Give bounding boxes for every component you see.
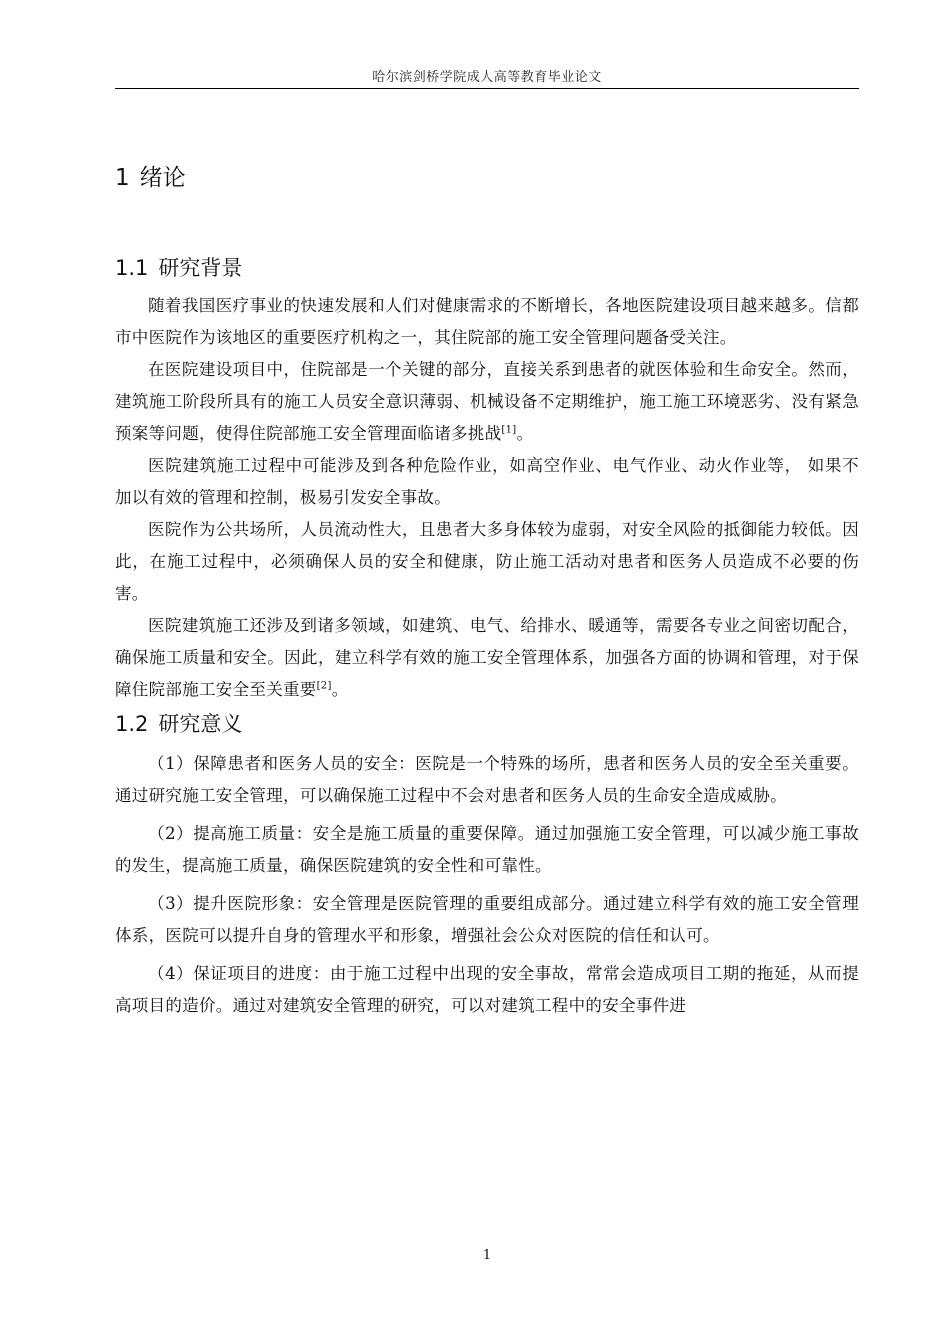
body-paragraph bbox=[115, 514, 859, 610]
body-paragraph bbox=[115, 354, 859, 450]
section-heading-significance bbox=[115, 708, 859, 740]
chapter-number: 1 bbox=[115, 165, 130, 191]
section-title: 研究背景 bbox=[158, 256, 243, 280]
chapter-heading bbox=[115, 160, 859, 196]
body-paragraph bbox=[115, 610, 859, 706]
paragraph-text: 在医院建设项目中，住院部是一个关键的部分，直接关系到患者的就医体验和生命安全。然而，建筑施工阶段所具有的施工人员安全意识薄弱、机械设备不定期维护，施工施工环境恶劣、没有紧急预案等问题，使得住院部施工安全管理面临诸多挑战 bbox=[115, 360, 859, 443]
paragraph-text: 医院建筑施工过程中可能涉及到各种危险作业，如高空作业、电气作业、动火作业等， 如果不加以有效的管理和控制，极易引发安全事故。 bbox=[115, 456, 859, 507]
paragraph-end: 。 bbox=[331, 680, 349, 699]
list-paragraph: （1）保障患者和医务人员的安全：医院是一个特殊的场所，患者和医务人员的安全至关重要。通过研究施工安全管理，可以确保施工过程中不会对患者和医务人员的生命安全造成威胁。 bbox=[115, 754, 859, 805]
citation-ref: [2] bbox=[316, 680, 332, 692]
paragraph-text: 医院作为公共场所，人员流动性大，且患者大多身体较为虚弱，对安全风险的抵御能力较低。因此，在施工过程中，必须确保人员的安全和健康，防止施工活动对患者和医务人员造成不必要的伤害。 bbox=[115, 520, 859, 603]
list-paragraph: （3）提升医院形象：安全管理是医院管理的重要组成部分。通过建立科学有效的施工安全管理体系，医院可以提升自身的管理水平和形象，增强社会公众对医院的信任和认可。 bbox=[115, 894, 859, 945]
chapter-title: 绪论 bbox=[139, 165, 186, 191]
list-paragraph: （4）保证项目的进度：由于施工过程中出现的安全事故，常常会造成项目工期的拖延，从而提高项目的造价。通过对建筑安全管理的研究，可以对建筑工程中的安全事件进 bbox=[115, 964, 859, 1015]
page-body bbox=[115, 160, 859, 1022]
body-paragraph bbox=[115, 450, 859, 514]
body-paragraph bbox=[115, 290, 859, 354]
list-paragraph: （2）提高施工质量：安全是施工质量的重要保障。通过加强施工安全管理，可以减少施工事故的发生，提高施工质量，确保医院建筑的安全性和可靠性。 bbox=[115, 824, 859, 875]
page-number: 1 bbox=[482, 1248, 492, 1263]
paragraph-text: 医院建筑施工还涉及到诸多领域，如建筑、电气、给排水、暖通等，需要各专业之间密切配合，确保施工质量和安全。因此，建立科学有效的施工安全管理体系，加强各方面的协调和管理，对于保障住院部施工安全至关重要 bbox=[115, 616, 859, 699]
section-heading-background bbox=[115, 252, 859, 284]
paragraph-text: 随着我国医疗事业的快速发展和人们对健康需求的不断增长，各地医院建设项目越来越多。信都市中医院作为该地区的重要医疗机构之一，其住院部的施工安全管理问题备受关注。 bbox=[115, 296, 859, 347]
section-title: 研究意义 bbox=[158, 712, 243, 736]
header-rule bbox=[115, 88, 859, 89]
paragraph-end: 。 bbox=[516, 424, 534, 443]
section-number: 1.2 bbox=[115, 712, 149, 736]
running-header: 哈尔滨剑桥学院成人高等教育毕业论文 bbox=[372, 70, 602, 85]
citation-ref: [1] bbox=[501, 424, 517, 436]
section-number: 1.1 bbox=[115, 256, 149, 280]
